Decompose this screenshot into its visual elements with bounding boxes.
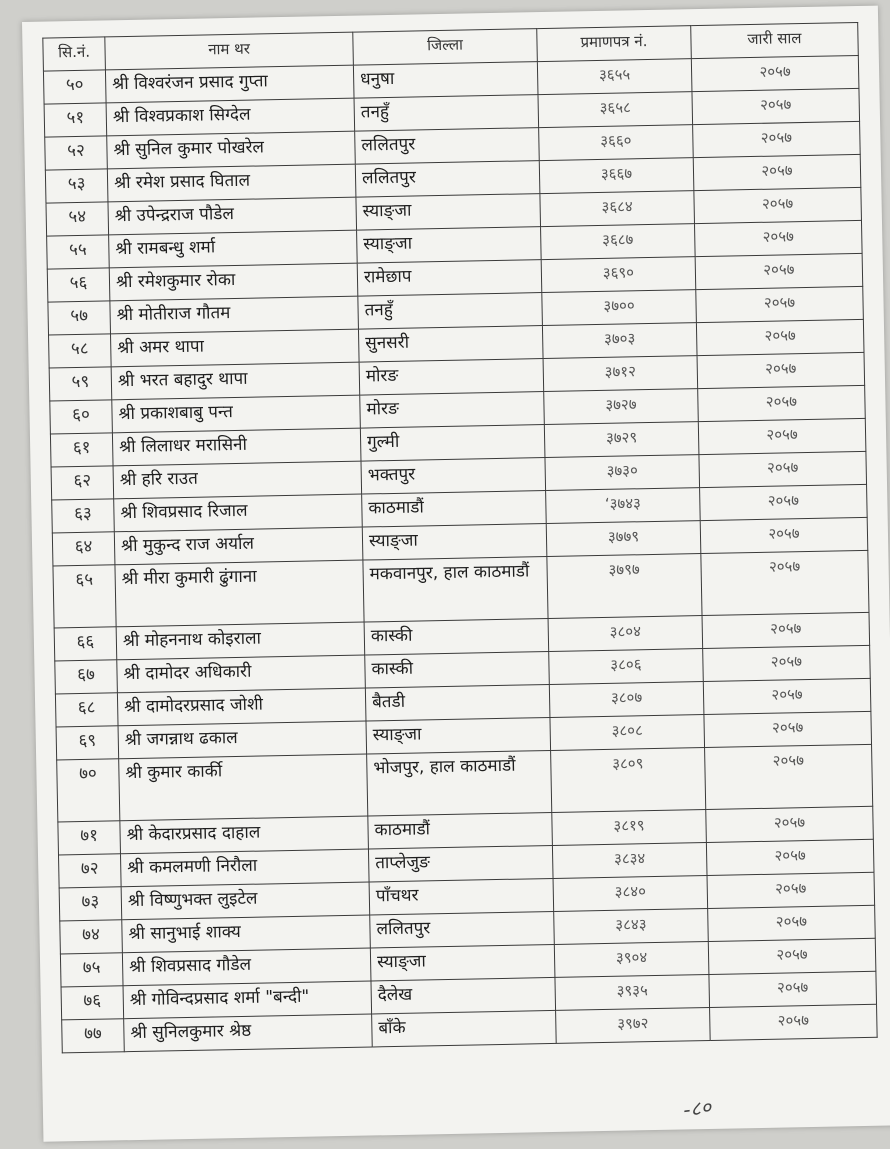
row-year: २०५७: [698, 418, 866, 454]
row-sn: ५२: [45, 136, 108, 170]
row-district: स्याङ्जा: [356, 194, 541, 231]
row-district: तनहुँ: [358, 293, 543, 330]
header-year: जारी साल: [691, 22, 859, 58]
row-certificate: ३८०८: [550, 715, 705, 751]
header-certificate: प्रमाणपत्र नं.: [537, 26, 692, 62]
row-name: श्री मोतीराज गौतम: [110, 296, 359, 334]
row-name: श्री सुनिलकुमार श्रेष्ठ: [124, 1014, 373, 1052]
row-year: २०५७: [703, 678, 871, 714]
row-sn: ५७: [48, 301, 111, 335]
row-year: २०५७: [700, 484, 868, 520]
row-district: मकवानपुर, हाल काठमाडौं: [363, 557, 548, 623]
document-page: [22, 6, 890, 1142]
row-year: २०५७: [697, 352, 865, 388]
row-district: काठमाडौं: [368, 812, 553, 849]
row-name: श्री शिवप्रसाद रिजाल: [114, 494, 363, 532]
row-certificate: ३७२९: [544, 422, 699, 458]
row-sn: ६५: [53, 565, 116, 628]
row-district: मोरङ: [359, 359, 544, 396]
row-district: दैलेख: [371, 977, 556, 1014]
row-sn: ६३: [52, 499, 115, 533]
row-district: गुल्मी: [360, 425, 545, 462]
row-certificate: ३६६०: [539, 125, 694, 161]
row-year: २०५७: [708, 905, 876, 941]
row-certificate: ३७३०: [545, 455, 700, 491]
row-year: २०५७: [696, 319, 864, 355]
row-district: भक्तपुर: [361, 458, 546, 495]
row-certificate: ३८१९: [552, 810, 707, 846]
row-sn: ७२: [58, 854, 121, 888]
row-sn: ६७: [55, 660, 118, 694]
row-district: कास्की: [364, 619, 549, 656]
row-sn: ७४: [60, 920, 123, 954]
row-district: बाँके: [372, 1010, 557, 1047]
row-certificate: ३६६७: [539, 158, 694, 194]
row-sn: ५१: [44, 103, 107, 137]
row-certificate: ३६५८: [538, 92, 693, 128]
row-sn: ६४: [52, 532, 115, 566]
row-year: २०५७: [692, 88, 860, 124]
row-year: २०५७: [703, 645, 871, 681]
row-name: श्री विश्वरंजन प्रसाद गुप्ता: [105, 65, 354, 103]
row-certificate: ३६८७: [541, 224, 696, 260]
row-year: २०५७: [693, 154, 861, 190]
row-name: श्री रमेशकुमार रोका: [109, 263, 358, 301]
row-sn: ७७: [62, 1019, 125, 1053]
row-name: श्री हरि राउत: [113, 461, 362, 499]
row-certificate: ३८०७: [549, 682, 704, 718]
row-name: श्री उपेन्द्रराज पौडेल: [108, 197, 357, 235]
row-certificate: ३८०४: [548, 616, 703, 652]
row-certificate: ३६८४: [540, 191, 695, 227]
row-year: २०५७: [702, 612, 870, 648]
row-certificate: ३८०६: [549, 649, 704, 685]
row-certificate: ३८०९: [551, 748, 706, 813]
row-name: श्री रामबन्धु शर्मा: [109, 230, 358, 268]
row-certificate: ३८४०: [553, 876, 708, 912]
row-year: २०५७: [700, 517, 868, 553]
row-year: २०५७: [706, 806, 874, 842]
row-name: श्री सानुभाई शाक्य: [122, 915, 371, 953]
row-name: श्री सुनिल कुमार पोखरेल: [107, 131, 356, 169]
row-sn: ६२: [51, 466, 114, 500]
row-sn: ६१: [50, 433, 113, 467]
row-sn: ५८: [49, 334, 112, 368]
row-certificate: ३८३४: [552, 843, 707, 879]
row-sn: ५५: [47, 235, 110, 269]
row-year: २०५७: [705, 744, 873, 809]
row-sn: ५४: [46, 202, 109, 236]
row-sn: ५३: [45, 169, 108, 203]
row-district: ललितपुर: [370, 911, 555, 948]
row-certificate: ३९०४: [554, 941, 709, 977]
row-certificate: ३७१२: [543, 356, 698, 392]
row-district: भोजपुर, हाल काठमाडौं: [367, 750, 552, 816]
row-name: श्री शिवप्रसाद गौडेल: [122, 948, 371, 986]
row-name: श्री गोविन्दप्रसाद शर्मा "बन्दी": [123, 981, 372, 1019]
row-district: सुनसरी: [358, 326, 543, 363]
row-certificate: ३६५५: [537, 59, 692, 95]
row-name: श्री रमेश प्रसाद घिताल: [107, 164, 356, 202]
row-district: ललितपुर: [355, 161, 540, 198]
row-year: २०५७: [694, 220, 862, 256]
row-district: धनुषा: [353, 62, 538, 99]
row-name: श्री दामोदरप्रसाद जोशी: [117, 688, 366, 726]
row-year: २०५७: [694, 187, 862, 223]
row-name: श्री दामोदर अधिकारी: [117, 655, 366, 693]
row-district: ताप्लेजुङ: [368, 845, 553, 882]
row-district: स्याङ्जा: [366, 717, 551, 754]
row-district: कास्की: [365, 652, 550, 689]
row-sn: ५९: [49, 367, 112, 401]
row-name: श्री कुमार कार्की: [119, 754, 368, 821]
row-year: २०५७: [709, 971, 877, 1007]
row-district: तनहुँ: [354, 95, 539, 132]
header-district: जिल्ला: [353, 29, 538, 66]
row-name: श्री केदारप्रसाद दाहाल: [120, 816, 369, 854]
row-year: २०५७: [710, 1004, 878, 1040]
row-year: २०५७: [701, 550, 869, 615]
row-certificate: ३६९०: [541, 257, 696, 293]
row-district: स्याङ्जा: [357, 227, 542, 264]
row-certificate: ३९७२: [556, 1007, 711, 1043]
row-district: पाँचथर: [369, 878, 554, 915]
row-name: श्री मोहननाथ कोइराला: [116, 622, 365, 660]
row-sn: ७३: [59, 887, 122, 921]
row-name: श्री विष्णुभक्त लुइटेल: [121, 882, 370, 920]
row-district: मोरङ: [360, 392, 545, 429]
row-sn: ७५: [60, 953, 123, 987]
row-name: श्री भरत बहादुर थापा: [111, 362, 360, 400]
row-sn: ५०: [43, 70, 106, 104]
row-sn: ६६: [54, 627, 117, 661]
row-year: २०५७: [698, 385, 866, 421]
row-name: श्री प्रकाशबाबु पन्त: [112, 395, 361, 433]
row-name: श्री मीरा कुमारी ढुंगाना: [115, 560, 364, 627]
row-sn: ७६: [61, 986, 124, 1020]
certificate-table: [42, 22, 877, 1053]
row-certificate: ३७०३: [542, 323, 697, 359]
row-sn: ६०: [50, 400, 113, 434]
row-year: २०५७: [699, 451, 867, 487]
row-certificate: ३९३५: [555, 974, 710, 1010]
row-district: रामेछाप: [357, 260, 542, 297]
header-name: नाम थर: [105, 32, 354, 70]
row-sn: ६८: [55, 693, 118, 727]
row-sn: ६९: [56, 726, 119, 760]
row-year: २०५७: [708, 938, 876, 974]
row-district: बैतडी: [365, 684, 550, 721]
handwritten-page-mark: -८०: [681, 1094, 713, 1122]
row-name: श्री लिलाधर मरासिनी: [112, 428, 361, 466]
row-sn: ७०: [57, 759, 120, 822]
row-year: २०५७: [706, 839, 874, 875]
row-name: श्री कमलमणी निरौला: [120, 849, 369, 887]
row-district: काठमाडौं: [362, 491, 547, 528]
row-name: श्री मुकुन्द राज अर्याल: [114, 527, 363, 565]
header-sn: सि.नं.: [43, 37, 106, 71]
row-name: श्री अमर थापा: [111, 329, 360, 367]
row-sn: ५६: [47, 268, 110, 302]
row-certificate: ३७००: [542, 290, 697, 326]
row-year: २०५७: [696, 286, 864, 322]
row-year: २०५७: [704, 711, 872, 747]
row-year: २०५७: [693, 121, 861, 157]
row-certificate: ३७७९: [546, 521, 701, 557]
row-certificate: ३८४३: [554, 909, 709, 945]
row-year: २०५७: [695, 253, 863, 289]
row-certificate: ३७२७: [544, 389, 699, 425]
row-year: २०५७: [707, 872, 875, 908]
row-certificate: ३७९७: [547, 554, 702, 619]
row-district: स्याङ्जा: [362, 524, 547, 561]
row-certificate: ‘३७४३: [546, 488, 701, 524]
row-year: २०५७: [691, 55, 859, 91]
row-sn: ७१: [58, 821, 121, 855]
row-district: ललितपुर: [355, 128, 540, 165]
row-district: स्याङ्जा: [370, 944, 555, 981]
row-name: श्री जगन्नाथ ढकाल: [118, 721, 367, 759]
row-name: श्री विश्वप्रकाश सिग्देल: [106, 98, 355, 136]
